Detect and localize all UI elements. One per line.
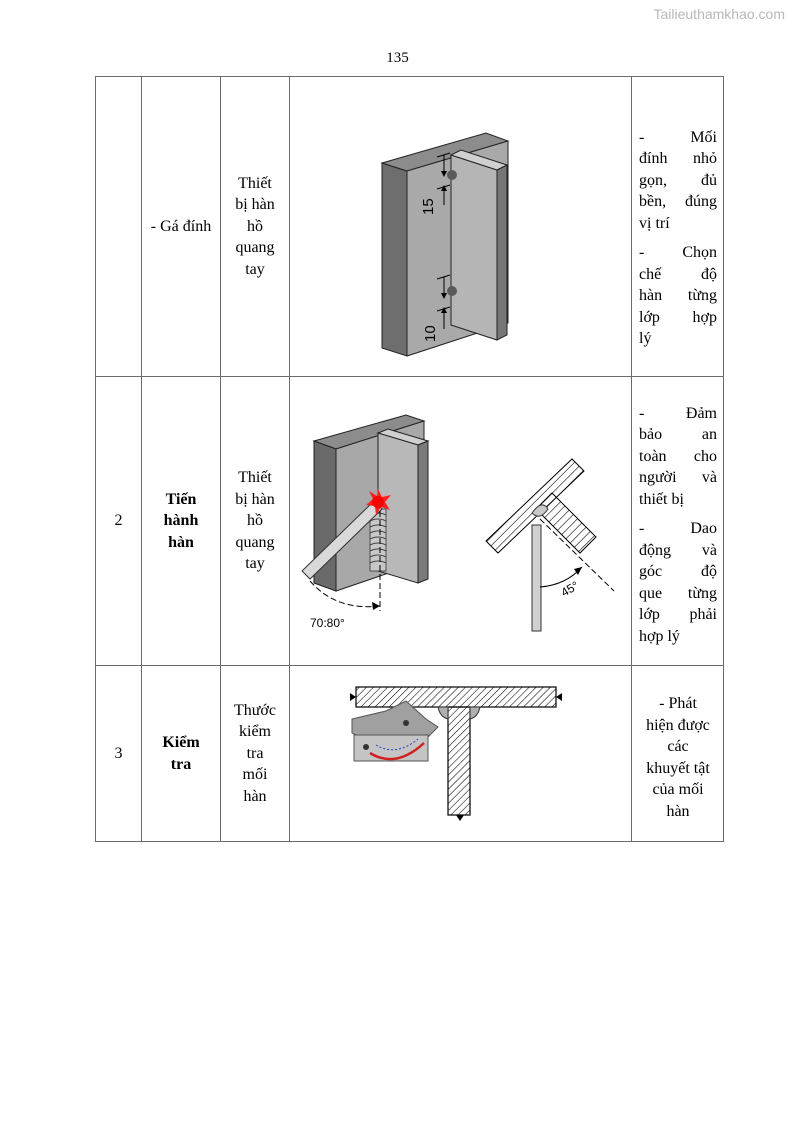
step-name-cell xyxy=(142,77,221,377)
tool-cell xyxy=(221,77,290,377)
figure-cell xyxy=(290,377,632,666)
welding-process-figure xyxy=(296,401,626,641)
arrow-head xyxy=(556,693,562,701)
vertical-plate xyxy=(448,707,470,815)
tack-weld-dot-top xyxy=(447,170,457,180)
tool-line: hồ xyxy=(247,512,263,530)
tack-weld-dot-bottom xyxy=(447,286,457,296)
step-name-line: tra xyxy=(170,755,192,773)
tool-line: kiểm xyxy=(239,723,271,741)
step-name-line: Kiểm xyxy=(162,734,200,751)
tool-line: Thiết xyxy=(238,469,272,487)
tool-line: tay xyxy=(245,555,265,573)
tool-line: mối xyxy=(242,766,268,784)
web-plate-edge xyxy=(497,165,507,340)
requirement-paragraph: - Mối đính nhỏ gọn, đủ bền, đúng vị trí xyxy=(639,128,717,232)
procedure-table xyxy=(95,76,724,842)
table-row xyxy=(96,377,724,666)
angle-label-45: 45° xyxy=(558,578,581,600)
web-plate-face xyxy=(451,155,497,340)
tool-line: hồ xyxy=(247,217,263,235)
tool-line: bị hàn xyxy=(235,196,275,214)
tool-line: hàn xyxy=(243,787,267,805)
requirements-cell xyxy=(632,377,724,666)
tool-cell xyxy=(221,377,290,666)
tool-line: quang xyxy=(235,239,275,257)
web-edge xyxy=(418,441,428,583)
gauge-pivot xyxy=(363,744,369,750)
step-name-line: hành xyxy=(163,512,199,530)
step-number-cell: 3 xyxy=(96,666,142,842)
angle-label-70-80: 70:80° xyxy=(309,616,345,630)
table-row xyxy=(96,77,724,377)
tool-line: Thước xyxy=(233,701,276,719)
horizontal-plate xyxy=(356,687,556,707)
requirement-paragraph: - Dao động và góc độ que từng lớp phải hợp lý xyxy=(639,520,717,645)
step-number-cell: 2 xyxy=(96,377,142,666)
requirement-paragraph: - Đảm bảo an toàn cho người và thiết bị xyxy=(639,404,717,508)
requirements-cell: - Phát hiện được các khuyết tật của mối hàn xyxy=(632,666,724,842)
gauge-pivot xyxy=(403,720,409,726)
figure-cell xyxy=(290,666,632,842)
requirements-cell xyxy=(632,77,724,377)
arrow-head xyxy=(350,693,356,701)
step-name-cell xyxy=(142,377,221,666)
step-number-cell xyxy=(96,77,142,377)
section-electrode xyxy=(532,525,541,631)
page-number: 135 xyxy=(386,50,409,66)
arrow-head xyxy=(372,602,380,610)
figure-cell xyxy=(290,77,632,377)
tack-weld-figure xyxy=(311,97,611,357)
back-plate-side xyxy=(382,163,407,356)
arc-core xyxy=(372,496,384,508)
tool-line: quang xyxy=(235,533,275,551)
arrow-head xyxy=(456,815,464,821)
tool-line: tra xyxy=(246,744,264,762)
step-name-line: hàn xyxy=(168,533,194,551)
dimension-label-10: 10 xyxy=(421,324,439,342)
step-name-cell xyxy=(142,666,221,842)
step-name: - Gá đính xyxy=(150,217,212,235)
fillet-weld-right xyxy=(470,707,480,719)
fillet-weld-left xyxy=(438,707,448,719)
table-row xyxy=(96,666,724,842)
step-name-line: Tiến xyxy=(165,490,197,508)
tool-line: tay xyxy=(245,260,265,278)
dimension-label-15: 15 xyxy=(419,197,437,215)
weld-gauge-figure xyxy=(346,679,576,829)
requirement-paragraph: - Chọn chế độ hàn từng lớp hợp lý xyxy=(639,244,717,347)
tool-line: Thiết xyxy=(238,174,272,192)
tool-line: bị hàn xyxy=(235,490,275,508)
tool-cell xyxy=(221,666,290,842)
watermark: Tailieuthamkhao.com xyxy=(653,6,785,22)
